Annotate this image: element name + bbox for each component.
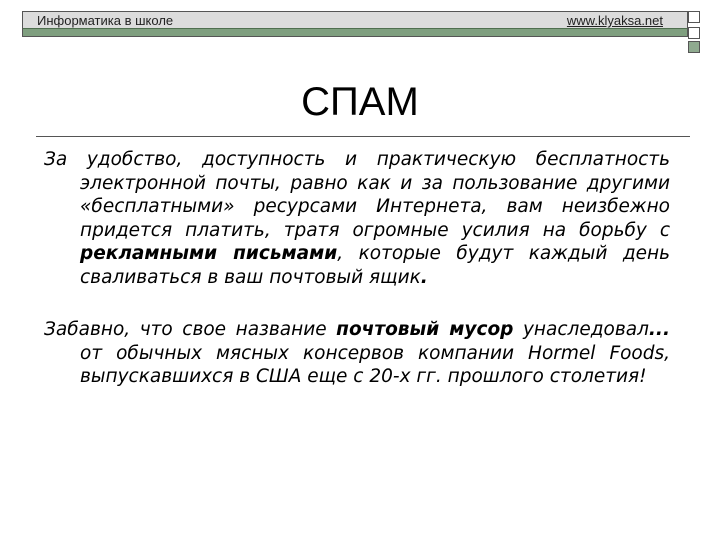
paragraph2-text: Забавно, что свое название: [44, 319, 337, 340]
paragraph1-period: .: [420, 266, 428, 288]
paragraph-email-cost: [44, 148, 670, 289]
corner-square-icon: [688, 27, 700, 39]
paragraph1-bold: рекламными письмами: [80, 243, 338, 264]
slide-title: СПАМ: [301, 80, 419, 124]
paragraph2-text-middle: унаследовал: [513, 319, 649, 340]
corner-square-icon: [688, 41, 700, 53]
header-accent-strip: [23, 28, 687, 36]
header-site-link[interactable]: www.klyaksa.net: [566, 13, 663, 28]
paragraph2-ellipsis: ...: [648, 319, 670, 340]
paragraph1-text: За удобство, доступность и практическую бесплатность электронной почты, равно как и за пользование другими «бесплатными» ресурсами Интернета, вам неизбежно придется платить, тратя огромные усилия на борьбу с: [44, 149, 670, 241]
header-school-label: Информатика в школе: [37, 13, 174, 28]
paragraph1-text-end: , которые будут каждый день сваливаться в ваш почтовый ящик: [80, 243, 670, 288]
header-bar: [22, 11, 688, 37]
title-divider: [36, 136, 690, 137]
paragraph-spam-origin: [44, 318, 670, 389]
corner-square-icon: [688, 11, 700, 23]
paragraph2-text-end: от обычных мясных консервов компании Hormel Foods, выпускавшихся в США еще с 20-х гг. прошлого столетия!: [80, 342, 670, 387]
paragraph2-bold: почтовый мусор: [336, 319, 514, 340]
